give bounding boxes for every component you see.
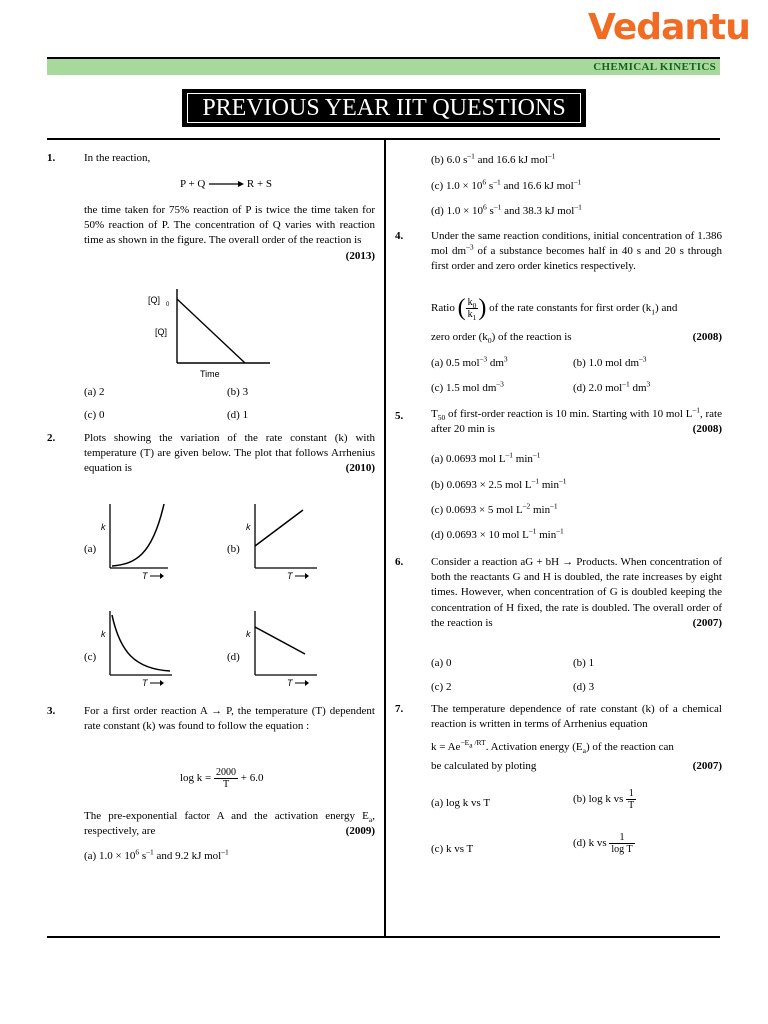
- question-text: [431, 555, 722, 631]
- plot-c: [100, 607, 175, 689]
- eq-lhs: log k =: [180, 772, 212, 785]
- question-number: 1.: [47, 152, 56, 164]
- question-number: 6.: [395, 556, 404, 568]
- question-number: 5.: [395, 410, 404, 422]
- eq-fraction: [214, 767, 238, 790]
- question-body-end: of a substance becomes half in 40 s and 20 s through first order and zero order kinetics respectively.: [431, 245, 722, 273]
- arrhenius-line: $k = Ae^{-E_a /RT}$. Activation energy $(E_a)$ of the reaction can: [431, 738, 674, 756]
- plot-label-c[interactable]: (c): [84, 651, 97, 663]
- plot-label-a[interactable]: (a): [84, 543, 97, 555]
- option-d[interactable]: (d) 3: [573, 681, 595, 693]
- concentration-time-graph: [140, 283, 280, 381]
- question-body: For a first order reaction A → P, the temperature (T) dependent rate constant (k) was found to follow the equation :: [84, 705, 375, 733]
- graph-line: [177, 299, 245, 363]
- question-text: $T_{50}$ of first-order reaction is 10 min. Starting with 10 mol $L^{-1}$, rate after 20 min is (2008): [431, 407, 722, 437]
- svg-text:k: k: [246, 629, 251, 639]
- svg-text:T: T: [287, 571, 293, 581]
- question-number: 7.: [395, 703, 404, 715]
- option-c[interactable]: (c) 2: [431, 681, 452, 693]
- eq-numerator: 2000: [216, 767, 237, 778]
- option-b[interactable]: (b) 1.0 mol $dm^{-3}$: [573, 354, 647, 369]
- reaction-products: R + S: [246, 178, 273, 190]
- page-title: PREVIOUS YEAR IIT QUESTIONS: [187, 93, 581, 123]
- question-year: (2013): [345, 249, 375, 262]
- question-text-2: [84, 809, 375, 839]
- graph-y-label: [Q]: [155, 327, 168, 337]
- option-c[interactable]: (c) 1.5 mol $dm^{-3}$: [431, 379, 504, 394]
- divider-bottom: [47, 936, 720, 938]
- question-number: 4.: [395, 230, 404, 242]
- column-divider: [384, 140, 386, 936]
- arrow-icon: [208, 180, 244, 188]
- question-text: Under the same reaction conditions, initial concentration of 1.386 mol $dm^{-3}$ of a substance becomes half in 40 s and 20 s through first order and zero order kinetics respectively.: [431, 230, 722, 273]
- option-a[interactable]: (a) 0.5 mol$^{-3}$ $dm^3$: [431, 354, 508, 369]
- svg-text:T: T: [142, 678, 148, 688]
- question-body: Consider a reaction aG + bH → Products. When concentration of both the reactants G and H is doubled, the rate increases by eight times. However, when concentration of G is doubled keeping the concentration of H fixed, the rate is doubled. The overall order of the reaction is: [431, 556, 722, 629]
- question-year: (2008): [692, 423, 722, 436]
- question-number: 2.: [47, 432, 56, 444]
- ratio-label: Ratio: [431, 302, 455, 315]
- plot-label-d[interactable]: (d): [227, 651, 240, 663]
- question-year: (2009): [345, 825, 375, 838]
- option-d[interactable]: (d) k vs $\frac{1}{\text{log T}}$: [573, 832, 633, 855]
- subscript-a: a: [368, 815, 373, 825]
- option-b[interactable]: (b) log k vs $\frac{1}{T}$: [573, 788, 635, 811]
- question-text: [84, 203, 375, 264]
- graph-x-label: Time: [200, 369, 220, 379]
- option-d[interactable]: (d) 1: [227, 409, 249, 421]
- question-number: 3.: [47, 705, 56, 717]
- plot-d: [245, 607, 320, 689]
- option-c[interactable]: (c) 0.0693 × 5 mol $L^{-2}$ $\min^{-1}$: [431, 501, 558, 516]
- question-year: (2007): [692, 760, 722, 772]
- svg-text:T: T: [287, 678, 293, 688]
- option-d[interactable]: (d) 0.0693 × 10 mol $L^{-1}$ $\min^{-1}$: [431, 526, 564, 541]
- option-b[interactable]: (b) 1: [573, 657, 595, 669]
- option-a[interactable]: (a) 2: [84, 386, 105, 398]
- option-c[interactable]: (c) 0: [84, 409, 105, 421]
- ratio-line: Ratio ( $\frac{k_0}{k_1}$ ) of the rate constants for first order $(k_1)$ and: [431, 295, 678, 323]
- arrhenius-log-equation: [180, 767, 263, 790]
- question-body: Plots showing the variation of the rate constant (k) with temperature (T) are given below. The plot that follows Arrhenius equation is: [84, 432, 375, 475]
- question-text-3: be calculated by ploting (2007): [431, 759, 722, 774]
- option-a[interactable]: (a) log k vs T: [431, 797, 491, 809]
- plot-label-b[interactable]: (b): [227, 543, 240, 555]
- option-b[interactable]: (b) 6.0 $s^{-1}$ and 16.6 kJ mol$^{-1}$: [431, 151, 556, 166]
- question-text-2: zero order $(k_0)$ of the reaction is (2008): [431, 331, 722, 346]
- vedantu-logo: Vedantu: [588, 7, 750, 48]
- question-text: [84, 431, 375, 477]
- svg-text:k: k: [101, 629, 106, 639]
- option-a[interactable]: (a) $1.0 \times 10^6$ $s^{-1}$ and 9.2 kJ mol$^{-1}$: [84, 847, 229, 862]
- option-b[interactable]: (b) 0.0693 × 2.5 mol $L^{-1}$ $\min^{-1}$: [431, 476, 567, 491]
- option-c[interactable]: (c) k vs T: [431, 843, 474, 855]
- ratio-text: of the rate constants for first order (k: [489, 302, 652, 315]
- svg-text:k: k: [101, 522, 106, 532]
- eq-denominator: T: [222, 779, 230, 790]
- option-a[interactable]: (a) 0: [431, 657, 452, 669]
- question-body: of first-order reaction is 10 min. Starting with 10 mol L: [445, 408, 693, 420]
- reaction-equation: [180, 177, 272, 192]
- question-body-2: The pre-exponential factor A and the activation energy E: [84, 810, 369, 822]
- option-d[interactable]: (d) 2.0 mol$^{-1}$ $dm^3$: [573, 379, 651, 394]
- page-title-box: [182, 89, 586, 127]
- question-intro: In the reaction,: [84, 152, 151, 164]
- option-c[interactable]: (c) $1.0 \times 10^6$ $s^{-1}$ and 16.6 kJ mol$^{-1}$: [431, 177, 582, 192]
- plot-a: [100, 500, 170, 582]
- chapter-header-bar: [47, 57, 720, 75]
- eq-rhs: + 6.0: [240, 772, 264, 785]
- svg-text:k: k: [246, 522, 251, 532]
- question-body-2-end: , respectively, are: [84, 810, 375, 838]
- svg-text:T: T: [142, 571, 148, 581]
- ratio-fraction: $\frac{k_0}{k_1}$: [467, 297, 477, 323]
- chapter-title: CHEMICAL KINETICS: [593, 61, 716, 73]
- question-year: (2010): [345, 462, 375, 475]
- arrhenius-equation: k = Ae: [431, 741, 461, 753]
- question-year: (2008): [692, 331, 722, 343]
- plot-b: [245, 500, 320, 582]
- graph-y0-label: [Q]: [148, 295, 161, 305]
- option-b[interactable]: (b) 3: [227, 386, 249, 398]
- question-year: (2007): [692, 616, 722, 629]
- reaction-reactants: P + Q: [180, 178, 206, 190]
- option-a[interactable]: (a) 0.0693 mol $L^{-1}$ $\min^{-1}$: [431, 450, 541, 465]
- question-body: the time taken for 75% reaction of P is twice the time taken for 50% reaction of P. The concentration of Q varies with reaction time as shown in the figure. The overall order of the reaction is: [84, 204, 375, 247]
- question-body: The temperature dependence of rate constant (k) of a chemical reaction is written in terms of Arrhenius equation: [431, 703, 722, 731]
- graph-y0-sub: 0: [166, 302, 170, 308]
- option-d[interactable]: (d) $1.0 \times 10^6$ $s^{-1}$ and 38.3 kJ mol$^{-1}$: [431, 202, 582, 217]
- question-body: Under the same reaction conditions, initial concentration of 1.386 mol dm: [431, 230, 722, 258]
